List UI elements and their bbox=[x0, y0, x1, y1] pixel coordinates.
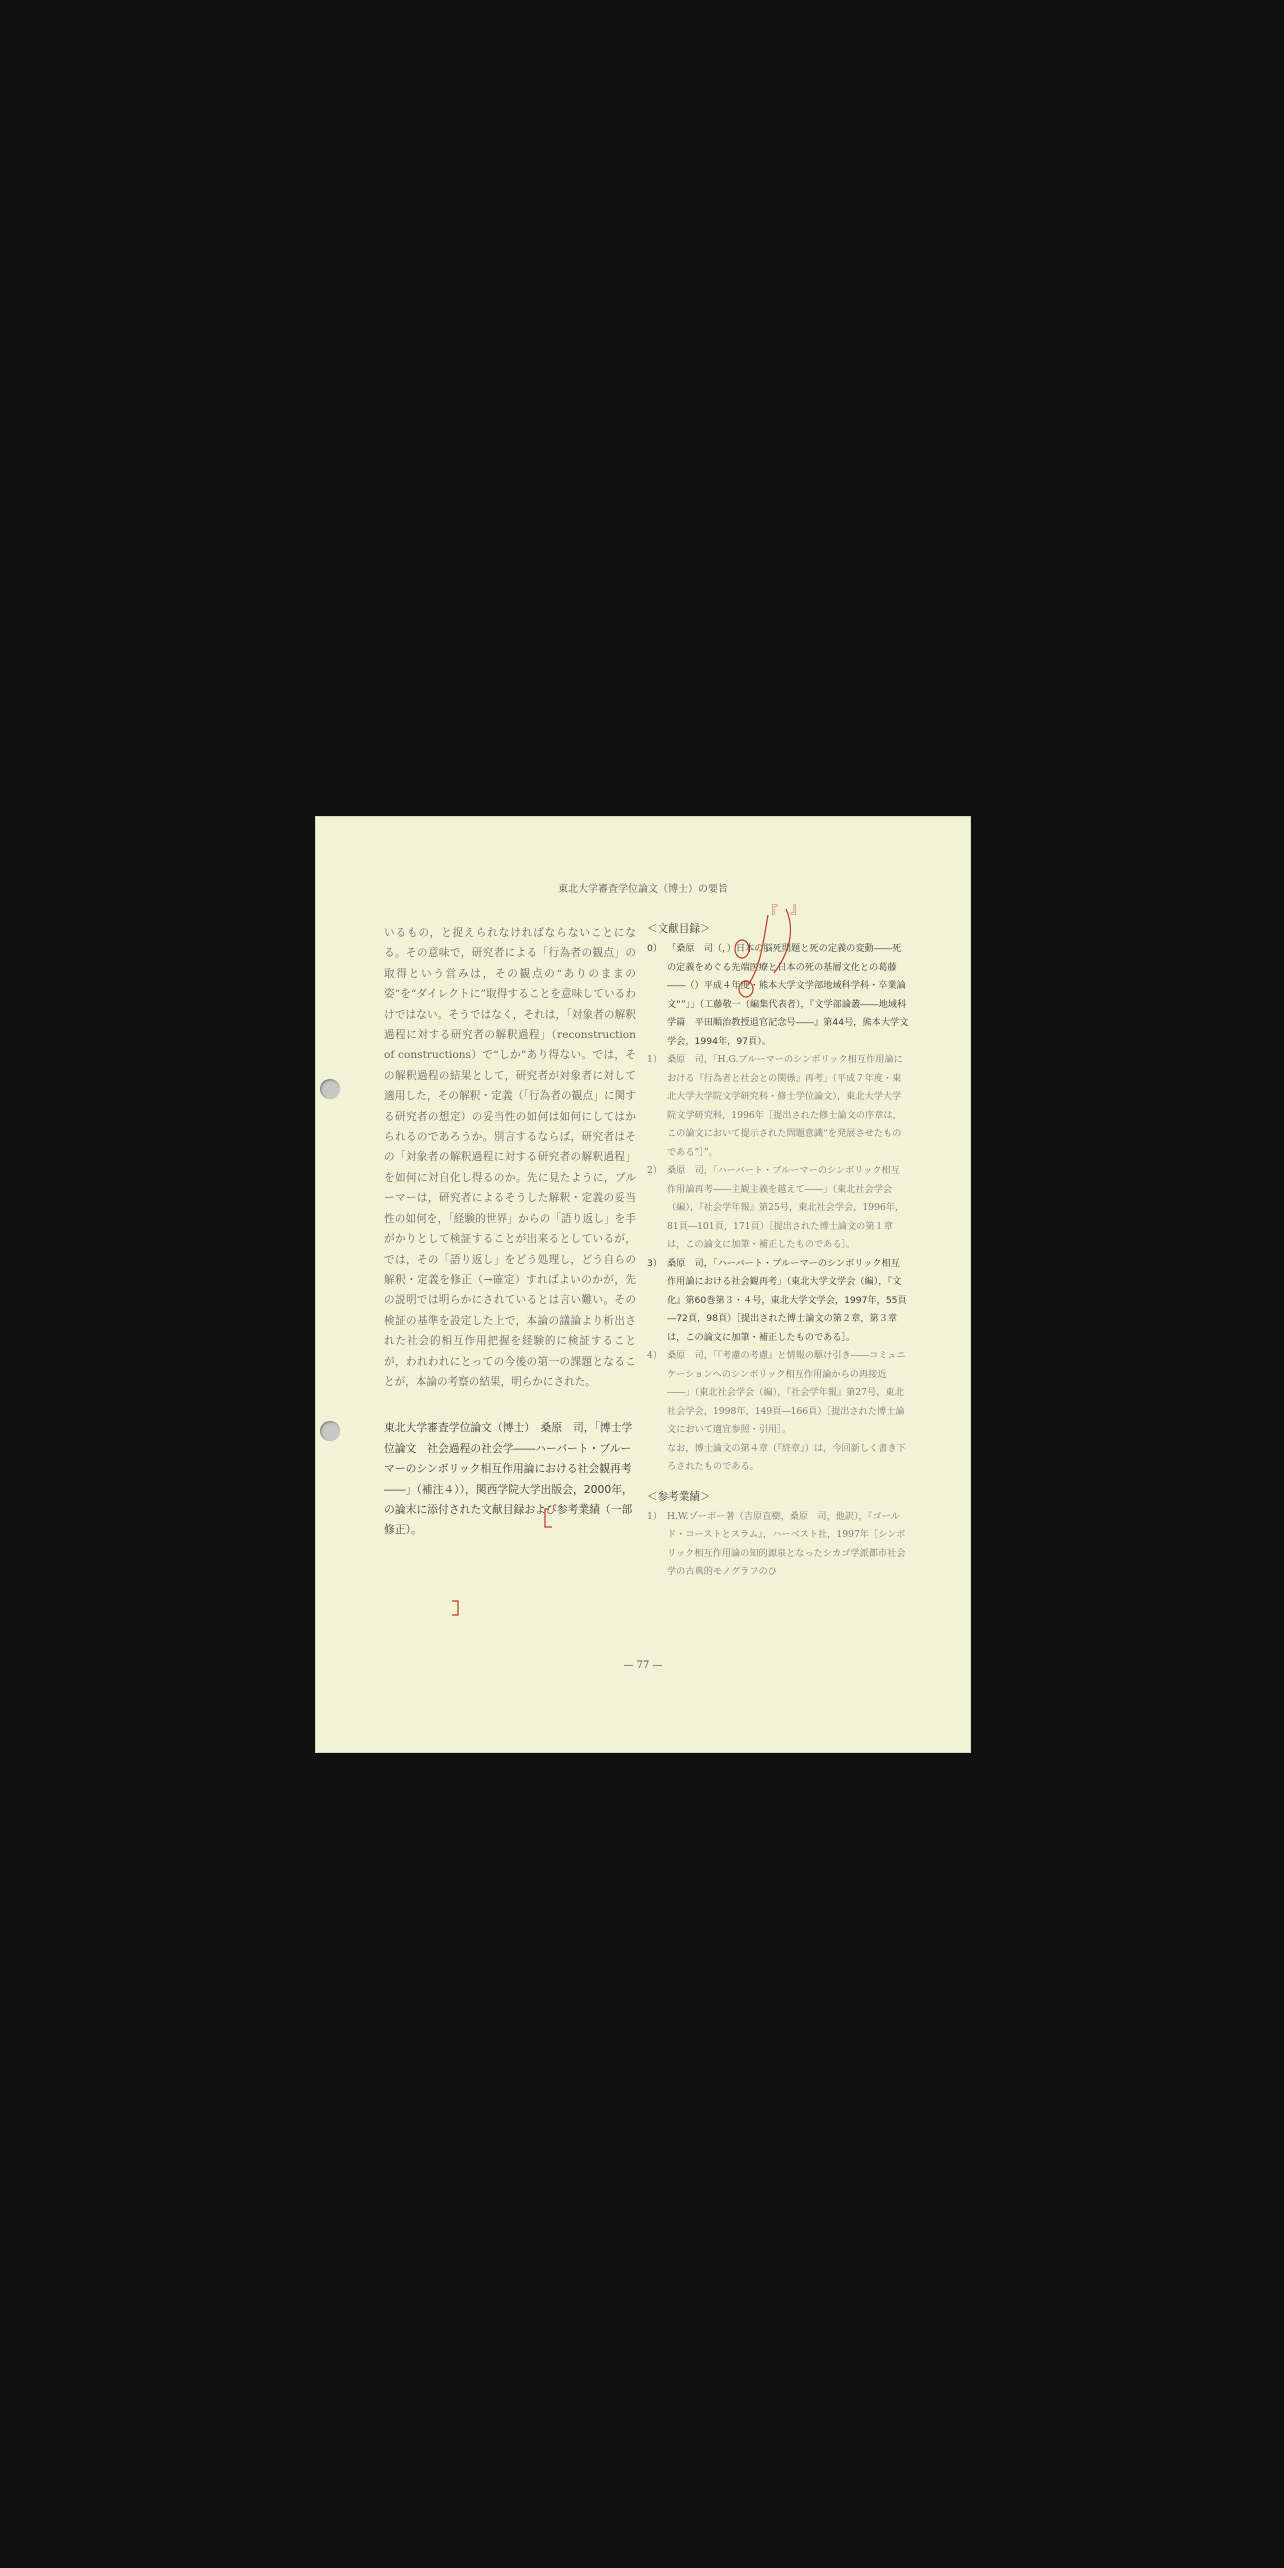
annotation-bracket bbox=[452, 1601, 458, 1615]
left-column bbox=[384, 923, 636, 1541]
reference-item bbox=[647, 940, 909, 1051]
punch-hole bbox=[320, 1079, 340, 1099]
reference-text: 桑原 司，「H.G.ブルーマーのシンボリック相互作用論における『行為者と社会との関係』再考」（平成７年度・東北大学大学院文学研究科・修士学位論文），東北大学大学院文学研究科，1996年［提出された修士論文の序章は，この論文において提示された問題意識“を発展させたものである”］”。 bbox=[667, 1054, 903, 1158]
works-item bbox=[647, 1508, 909, 1582]
reference-text: 「桑原 司（，）日本の脳死問題と死の定義の変動――死の定義をめぐる先端医療と日本の死の基層文化との葛藤――（）平成４年度・熊本大学文学部地域科学科・卒業論文“”」」（工藤敬一（編集代表者），『文学部論叢――地域科学篇 平田順治教授退官記念号――』第44号，熊本大学文学会，1994年，97頁）。 bbox=[667, 943, 909, 1047]
references-note: なお，博士論文の第４章（『終章』）は，今回新しく書き下ろされたものである。 bbox=[667, 1442, 906, 1472]
body-paragraph: いるもの，と捉えられなければならないことになる。その意味で，研究者による「行為者の観点」の取得という営みは，その観点の“ありのままの姿”を“ダイレクトに”取得することを意味しているわけではない。そうではなく，それは，「対象者の解釈過程に対する研究者の解釈過程」（reconstruction of constructions）で“しか”あり得ない。では，その解釈過程の結果として，研究者が対象者に対して適用した，その解釈・定義（「行為者の観点」に関する研究者の想定）の妥当性の如何は如何にしてはかられるのであろうか。別言するならば，研究者はその「対象者の解釈過程に対する研究者の解釈過程」を如何に対自化し得るのか。先に見たように，ブルーマーは，研究者によるそうした解釈・定義の妥当性の如何を，「経験的世界」からの「語り返し」を手がかりとして検証することが出来るとしているが，では，その「語り返し」をどう処理し，どう自らの解釈・定義を修正（→確定）すればよいのかが，先の説明では明らかにされているとは言い難い。その検証の基準を設定した上で，本論の議論より析出された社会的相互作用把握を経験的に検証することが，われわれにとっての今後の第一の課題となることが，本論の考察の結果，明らかにされた。 bbox=[384, 927, 636, 1388]
reference-number: 1） bbox=[647, 1054, 663, 1065]
references-heading: ＜文献目録＞ bbox=[647, 923, 711, 935]
reference-text: 桑原 司，「ハーバート・ブルーマーのシンボリック相互作用論再考――主観主義を越えて――」（東北社会学会（編），『社会学年報』第25号，東北社会学会，1996年，81頁―101頁，171頁）［提出された博士論文の第１章は，この論文に加筆・補正したものである］。 bbox=[667, 1165, 905, 1250]
works-number: 1） bbox=[647, 1510, 663, 1522]
punch-hole bbox=[320, 1421, 340, 1441]
reference-item bbox=[647, 1347, 909, 1440]
citation-paragraph: 東北大学審査学位論文（博士） 桑原 司，「博士学位論文 社会過程の社会学――ハーバート・ブルーマーのシンボリック相互作用論における社会観再考――」（補注４）），関西学院大学出版会，2000年，の論末に添付された文献目録および参考業績（一部修正）。 bbox=[384, 1421, 633, 1537]
reference-number: 2） bbox=[647, 1165, 663, 1176]
reference-item bbox=[647, 1051, 909, 1162]
works-text: H.W.ゾーボー著（吉原直樹，桑原 司，他訳），『ゴールド・コーストとスラム』，ハーベスト社，1997年［シンボリック相互作用論の知的源泉となったシカゴ学派都市社会学の古典的モノグラフのひ bbox=[667, 1510, 906, 1577]
reference-list bbox=[647, 940, 909, 1440]
works-heading: ＜参考業績＞ bbox=[647, 1490, 711, 1503]
annotation-open-quote: 『 bbox=[763, 903, 779, 921]
annotation-close-quote: 』 bbox=[790, 899, 806, 917]
reference-text: 桑原 司，「『考慮の考慮』と情報の駆け引き――コミュニケーションへのシンボリック相互作用論からの再接近――」（東北社会学会（編），『社会学年報』第27号，東北社会学会，1998年，149頁―166頁）［提出された博士論文において適宜参照・引用］。 bbox=[667, 1350, 906, 1435]
right-column bbox=[647, 921, 909, 1582]
reference-number: 0） bbox=[647, 943, 663, 954]
reference-number: 4） bbox=[647, 1350, 663, 1361]
reference-text: 桑原 司，「ハーバート・ブルーマーのシンボリック相互作用論における社会観再考」（東北大学文学会（編），『文化』第60巻第３・４号，東北大学文学会，1997年，55頁―72頁，98頁）［提出された博士論文の第２章，第３章は，この論文に加筆・補正したものである］。 bbox=[667, 1257, 907, 1343]
works-list bbox=[647, 1508, 909, 1582]
reference-item bbox=[647, 1162, 909, 1255]
reference-number: 3） bbox=[647, 1257, 663, 1269]
page-header: 東北大学審査学位論文（博士）の要旨 bbox=[558, 884, 728, 895]
page-number: — 77 — bbox=[623, 1660, 663, 1671]
document-page bbox=[316, 817, 970, 1752]
reference-item bbox=[647, 1255, 909, 1348]
